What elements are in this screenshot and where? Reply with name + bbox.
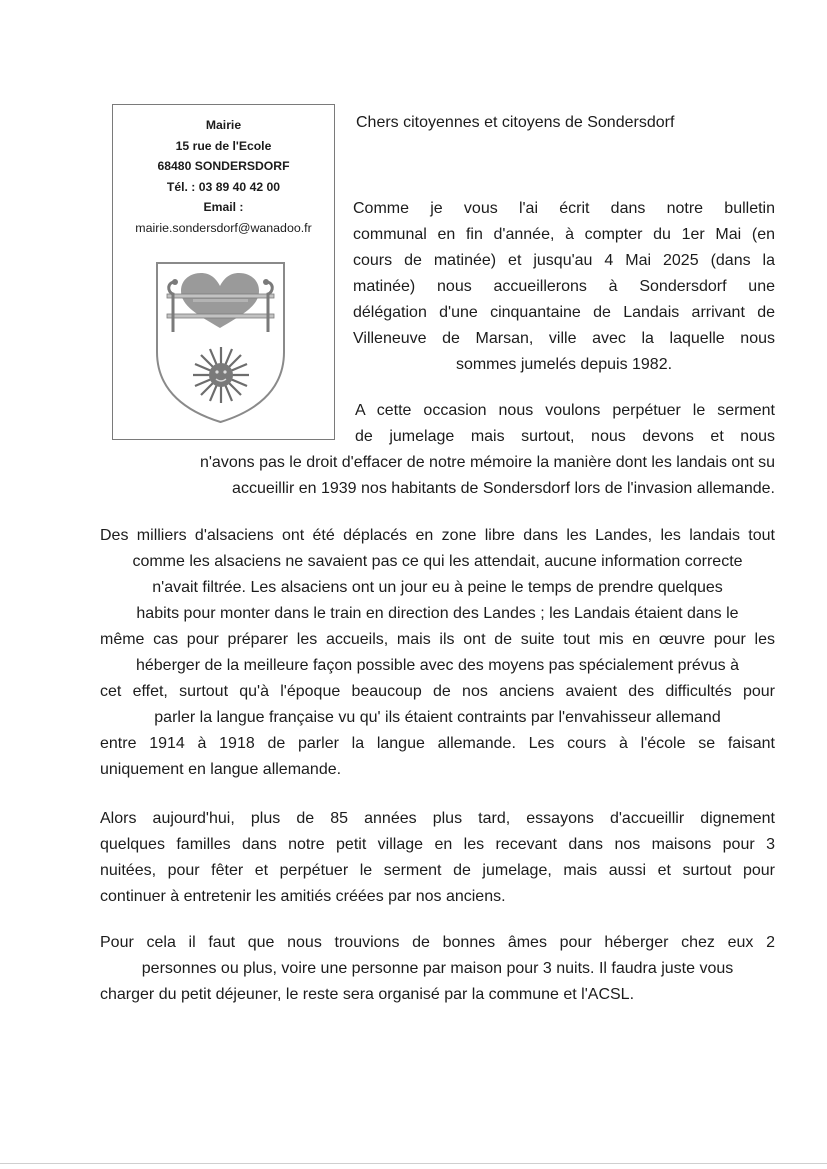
text-line: nuitées, pour fêter et perpétuer le serment de jumelage, mais aussi et surtout pour	[100, 862, 775, 879]
text-line: comme les alsaciens ne savaient pas ce qui les attendait, aucune information correcte	[132, 553, 743, 570]
text-line: héberger de la meilleure façon possible avec des moyens pas spécialement prévus à	[135, 657, 739, 674]
text-line: cours de matinée) et jusqu'au 4 Mai 2025 (dans la	[353, 252, 775, 269]
greeting: Chers citoyennes et citoyens de Sondersdorf	[356, 114, 675, 131]
text-line: Pour cela il faut que nous trouvions de bonnes âmes pour héberger chez eux 2	[100, 934, 775, 951]
scan-edge-divider	[0, 1163, 827, 1164]
text-line: Comme je vous l'ai écrit dans notre bulletin	[353, 200, 775, 217]
paragraph-today	[100, 806, 775, 910]
text-line: A cette occasion nous voulons perpétuer le serment	[355, 402, 775, 419]
text-line: sommes jumelés depuis 1982.	[455, 356, 673, 373]
text-line: délégation d'une cinquantaine de Landais arrivant de	[353, 304, 775, 321]
address-line-email-label: Email :	[203, 200, 244, 215]
text-line: habits pour monter dans le train en direction des Landes ; les Landais étaient dans le	[136, 605, 739, 622]
text-line: uniquement en langue allemande.	[100, 761, 342, 778]
text-line: continuer à entretenir les amitiés créées par nos anciens.	[100, 888, 506, 905]
text-line: cet effet, surtout qu'à l'époque beaucoup de nos anciens avaient des difficultés pour	[100, 683, 775, 700]
text-line: de jumelage mais surtout, nous devons et nous	[355, 428, 775, 445]
text-line: Villeneuve de Marsan, ville avec la laquelle nous	[353, 330, 775, 347]
text-line: quelques familles dans notre petit village en les recevant dans nos maisons pour 3	[100, 836, 775, 853]
text-line: communal en fin d'année, à compter du 1er Mai (en	[353, 226, 775, 243]
text-line: accueillir en 1939 nos habitants de Sondersdorf lors de l'invasion allemande.	[232, 480, 775, 497]
text-line: même cas pour préparer les accueils, mais ils ont de suite tout mis en œuvre pour les	[100, 631, 775, 648]
text-line: n'avait filtrée. Les alsaciens ont un jour eu à peine le temps de prendre quelques	[152, 579, 723, 596]
paragraph-occasion	[100, 398, 775, 502]
text-line: entre 1914 à 1918 de parler la langue allemande. Les cours à l'école se faisant	[100, 735, 775, 752]
text-line: n'avons pas le droit d'effacer de notre mémoire la manière dont les landais ont su	[199, 454, 775, 471]
text-line: parler la langue française vu qu' ils étaient contraints par l'envahisseur allemand	[154, 709, 721, 726]
mairie-address	[113, 115, 334, 239]
text-line: personnes ou plus, voire une personne par maison pour 3 nuits. Il faudra juste vous	[141, 960, 734, 977]
paragraph-history	[100, 523, 775, 783]
paragraph-request	[100, 930, 775, 1008]
text-line: charger du petit déjeuner, le reste sera organisé par la commune et l'ACSL.	[100, 986, 635, 1003]
text-line: Alors aujourd'hui, plus de 85 années plus tard, essayons d'accueillir dignement	[100, 810, 775, 827]
address-line-email: mairie.sondersdorf@wanadoo.fr	[135, 220, 312, 235]
letterhead-box	[112, 104, 335, 440]
address-line-street: 15 rue de l'Ecole	[175, 138, 272, 153]
text-line: Des milliers d'alsaciens ont été déplacés en zone libre dans les Landes, les landais tout	[100, 527, 775, 544]
address-line-mairie: Mairie	[205, 118, 242, 132]
address-line-phone: Tél. : 03 89 40 42 00	[166, 179, 281, 194]
paragraph-intro	[353, 196, 775, 378]
text-line: matinée) nous accueillerons à Sondersdorf une	[353, 278, 775, 295]
address-line-city: 68480 SONDERSDORF	[157, 159, 290, 174]
